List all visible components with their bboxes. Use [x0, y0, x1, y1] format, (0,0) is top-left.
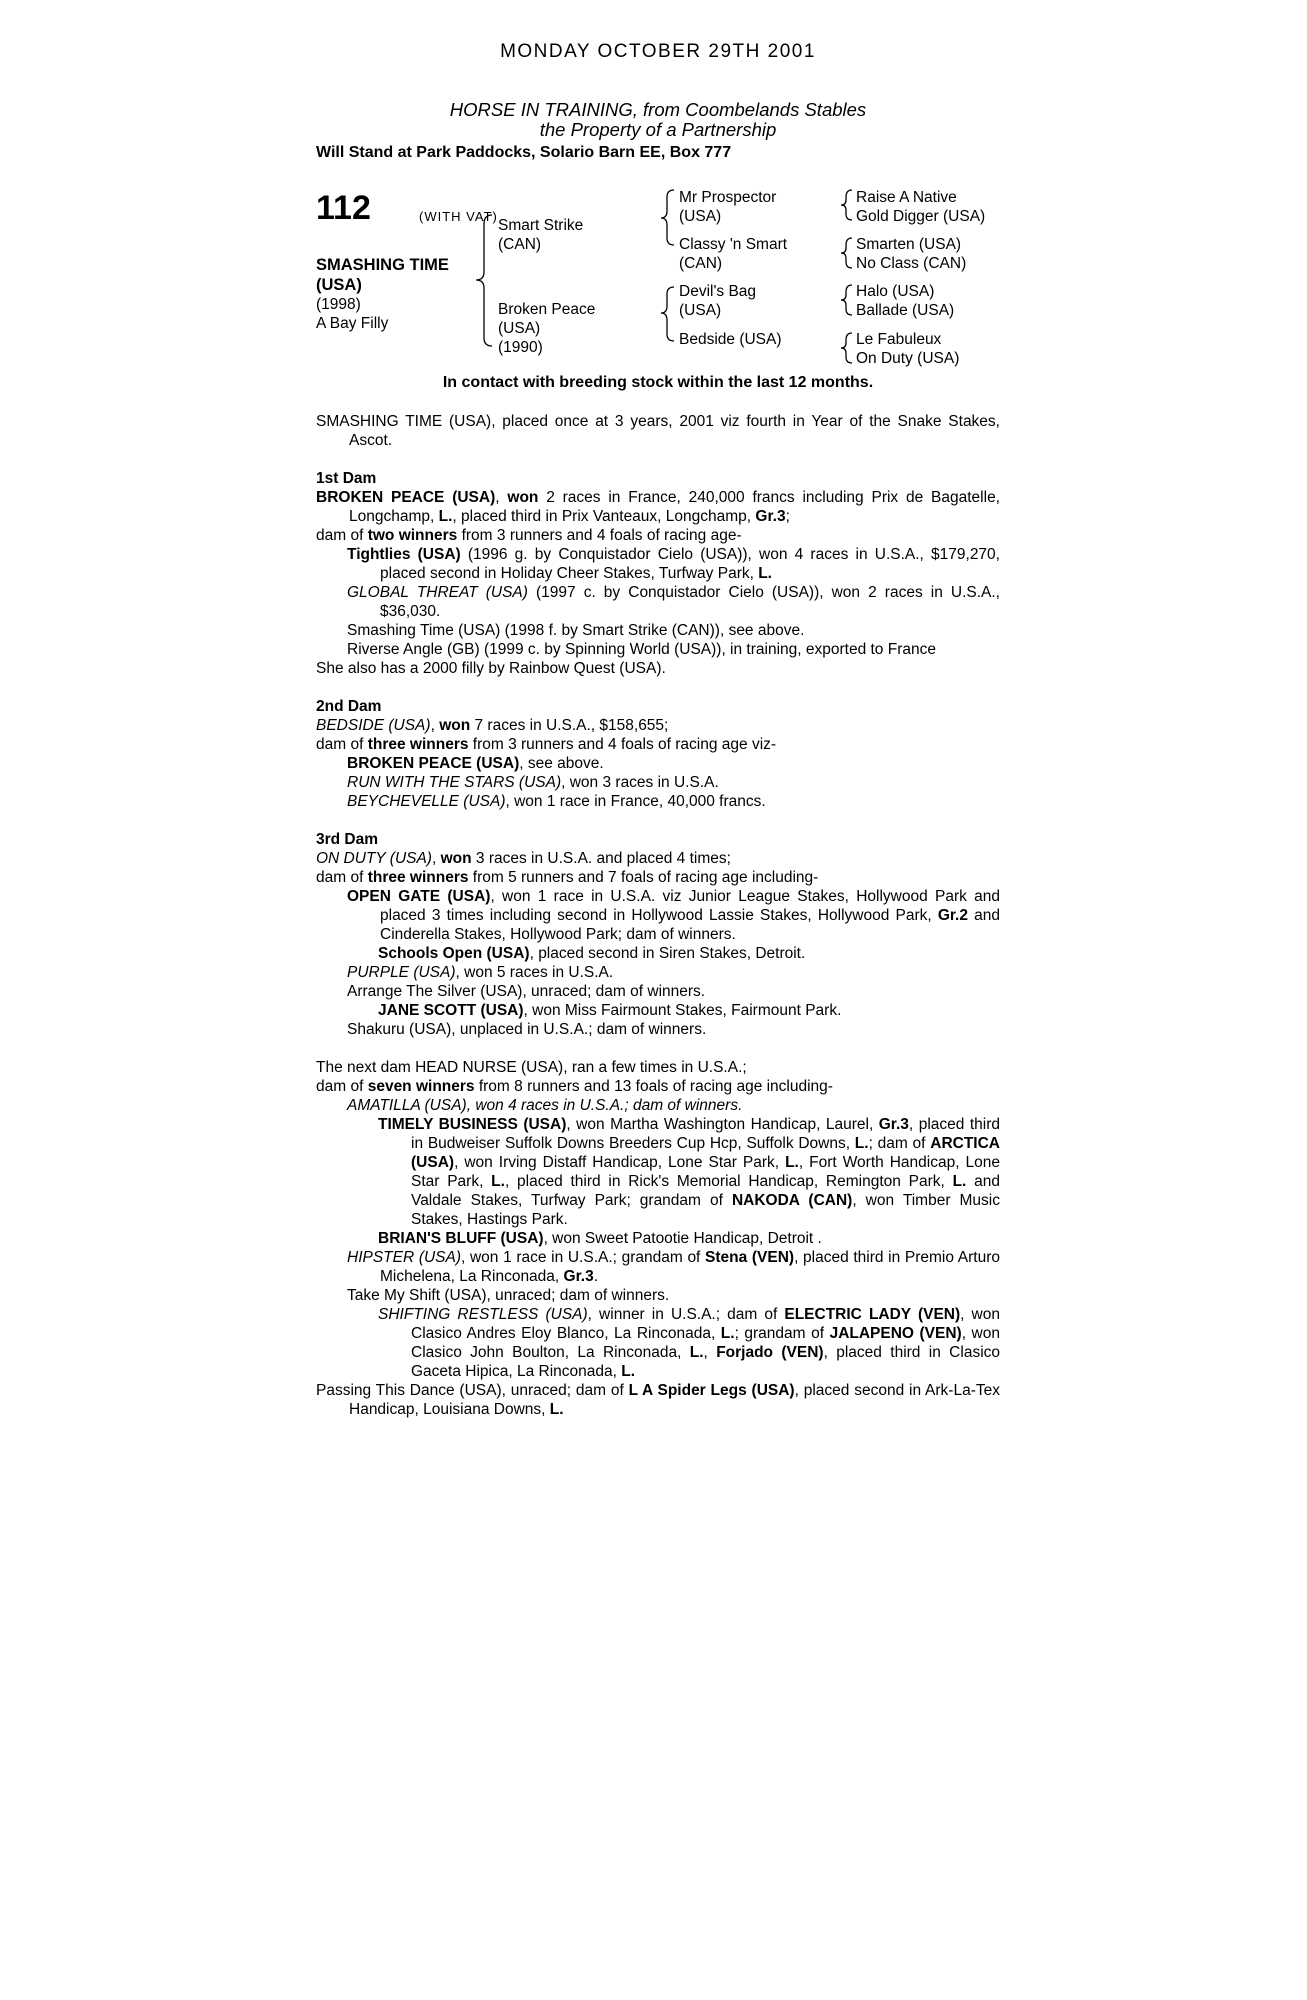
pedigree-dam: Broken Peace (USA) (1990)	[498, 301, 596, 356]
next-dam-produce-1a: TIMELY BUSINESS (USA), won Martha Washington Handicap, Laurel, Gr.3, placed third in Budweiser Suffolk Downs Breeders Cup Hcp, Suffolk Downs, L.; dam of ARCTICA (USA), won Irving Distaff Handicap, Lone Star Park, L., Fort Worth Handicap, Lone Star Park, L., placed third in Rick's Memorial Handicap, Remington Park, L. and Valdale Stakes, Turfway Park; grandam of NAKODA (CAN), won Timber Music Stakes, Hastings Park.	[378, 1116, 1001, 1228]
dam-3-produce-2: PURPLE (USA), won 5 races in U.S.A.	[347, 964, 614, 981]
stand-location: Will Stand at Park Paddocks, Solario Barn EE, Box 777	[316, 144, 732, 161]
dam-3-record: ON DUTY (USA), won 3 races in U.S.A. and placed 4 times;	[316, 850, 731, 867]
pedigree-gen3-4: Le Fabuleux On Duty (USA)	[856, 331, 960, 367]
next-dam-produce-1: AMATILLA (USA), won 4 races in U.S.A.; dam of winners.	[347, 1097, 743, 1114]
next-dam-produce-3a: SHIFTING RESTLESS (USA), winner in U.S.A.; dam of ELECTRIC LADY (VEN), won Clasico Andres Eloy Blanco, La Rinconada, L.; grandam of JALAPENO (VEN), won Clasico John Boulton, La Rinconada, L., Forjado (VEN), placed third in Clasico Gaceta Hipica, La Rinconada, L.	[378, 1306, 1001, 1380]
pedigree-sire: Smart Strike (CAN)	[498, 217, 584, 253]
next-dam-produce-3: Take My Shift (USA), unraced; dam of winners.	[347, 1287, 670, 1304]
breeding-contact-note: In contact with breeding stock within the last 12 months.	[442, 374, 874, 391]
dam-2-produce-2: RUN WITH THE STARS (USA), won 3 races in U.S.A.	[347, 774, 719, 791]
dam-1-record: BROKEN PEACE (USA), won 2 races in France, 240,000 francs including Prix de Bagatelle, Longchamp, L., placed third in Prix Vanteaux, Longchamp, Gr.3;	[316, 489, 1000, 525]
lot-number: 112	[316, 189, 371, 227]
dam-3-produce-1a: Schools Open (USA), placed second in Siren Stakes, Detroit.	[378, 945, 806, 962]
pedigree-sire-sire: Mr Prospector (USA)	[679, 189, 777, 225]
dam-1-produce-4: Riverse Angle (GB) (1999 c. by Spinning World (USA)), in training, exported to France	[347, 641, 936, 658]
horse-name: SMASHING TIME	[316, 256, 449, 274]
horse-description: A Bay Filly	[316, 315, 389, 332]
header-line-2: the Property of a Partnership	[539, 119, 777, 140]
dam-2-produce-summary: dam of three winners from 3 runners and 4 foals of racing age viz-	[316, 736, 777, 753]
dam-2-produce-1: BROKEN PEACE (USA), see above.	[347, 755, 604, 772]
horse-country: (USA)	[316, 276, 362, 294]
date-line: MONDAY OCTOBER 29TH 2001	[500, 41, 816, 62]
dam-3-produce-3: Arrange The Silver (USA), unraced; dam of winners.	[347, 983, 706, 1000]
dam-1-produce-1: Tightlies (USA) (1996 g. by Conquistador Cielo (USA)), won 4 races in U.S.A., $179,270, placed second in Holiday Cheer Stakes, Turfway Park, L.	[347, 546, 1000, 582]
header-line-1: HORSE IN TRAINING, from Coombelands Stables	[449, 99, 867, 120]
dam-3-title: 3rd Dam	[316, 831, 379, 848]
dam-2-title: 2nd Dam	[316, 698, 382, 715]
next-dam-produce-2: HIPSTER (USA), won 1 race in U.S.A.; grandam of Stena (VEN), placed third in Premio Arturo Michelena, La Rinconada, Gr.3.	[347, 1249, 1000, 1285]
pedigree-gen3-1: Raise A Native Gold Digger (USA)	[856, 189, 986, 225]
dam-3-produce-3a: JANE SCOTT (USA), won Miss Fairmount Stakes, Fairmount Park.	[378, 1002, 842, 1019]
dam-2-produce-3: BEYCHEVELLE (USA), won 1 race in France, 40,000 francs.	[347, 793, 766, 810]
pedigree-gen3-3: Halo (USA) Ballade (USA)	[856, 283, 955, 319]
next-dam-record: The next dam HEAD NURSE (USA), ran a few times in U.S.A.;	[316, 1059, 747, 1076]
dam-1-title: 1st Dam	[316, 470, 377, 487]
pedigree-gen3-2: Smarten (USA) No Class (CAN)	[856, 236, 967, 272]
dam-3-produce-1: OPEN GATE (USA), won 1 race in U.S.A. viz Junior League Stakes, Hollywood Park and placed 3 times including second in Hollywood Lassie Stakes, Hollywood Park, Gr.2 and Cinderella Stakes, Hollywood Park; dam of winners.	[347, 888, 1001, 943]
dam-1-produce-3: Smashing Time (USA) (1998 f. by Smart Strike (CAN)), see above.	[347, 622, 805, 639]
catalogue-body	[316, 412, 1000, 1419]
pedigree-sire-dam: Classy 'n Smart (CAN)	[679, 236, 788, 272]
horse-year: (1998)	[316, 296, 361, 313]
dam-1-also: She also has a 2000 filly by Rainbow Quest (USA).	[316, 660, 666, 677]
next-dam-produce-1b: BRIAN'S BLUFF (USA), won Sweet Patootie Handicap, Detroit .	[378, 1230, 822, 1247]
vat-note: (WITH VAT)	[419, 209, 498, 224]
dam-1-produce-summary: dam of two winners from 3 runners and 4 foals of racing age-	[316, 527, 742, 544]
next-dam-produce-summary: dam of seven winners from 8 runners and 13 foals of racing age including-	[316, 1078, 833, 1095]
intro-paragraph: SMASHING TIME (USA), placed once at 3 years, 2001 viz fourth in Year of the Snake Stakes, Ascot.	[316, 413, 1000, 449]
dam-1-produce-2: GLOBAL THREAT (USA) (1997 c. by Conquistador Cielo (USA)), won 2 races in U.S.A., $36,030.	[347, 584, 1000, 620]
dam-3-produce-summary: dam of three winners from 5 runners and 7 foals of racing age including-	[316, 869, 819, 886]
pedigree-dam-dam: Bedside (USA)	[679, 331, 782, 348]
dam-2-record: BEDSIDE (USA), won 7 races in U.S.A., $158,655;	[316, 717, 669, 734]
pedigree-dam-sire: Devil's Bag (USA)	[679, 283, 757, 319]
dam-3-produce-4: Shakuru (USA), unplaced in U.S.A.; dam of winners.	[347, 1021, 707, 1038]
next-dam-produce-4: Passing This Dance (USA), unraced; dam of L A Spider Legs (USA), placed second in Ark-La-Tex Handicap, Louisiana Downs, L.	[316, 1382, 1000, 1418]
